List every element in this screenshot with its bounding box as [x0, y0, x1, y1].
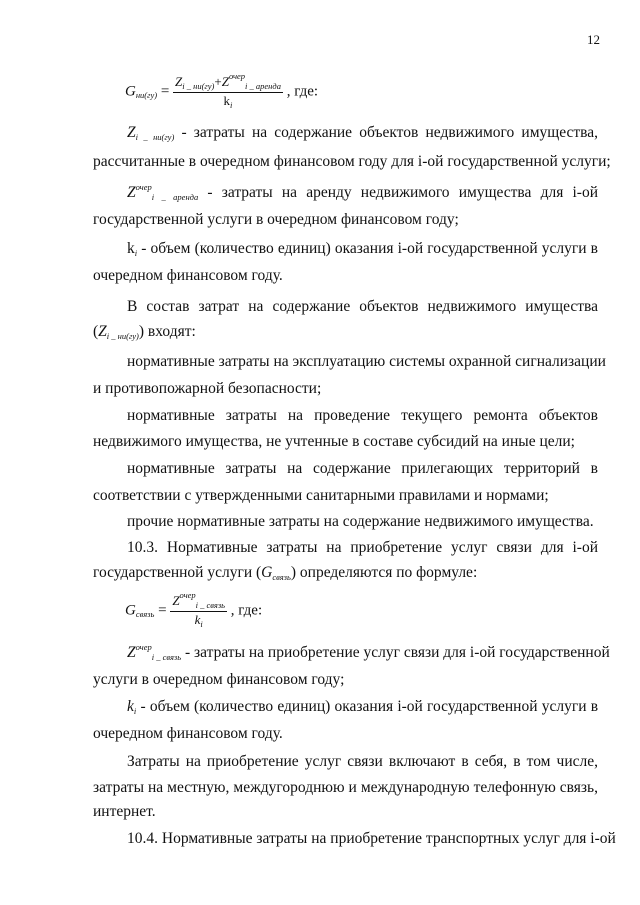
item2-line2: недвижимого имущества, не учтенные в составе субсидий на иные цели; — [93, 433, 575, 450]
formula1-den-sub: i — [230, 100, 233, 110]
item4-line1: прочие нормативные затраты на содержание недвижимого имущества. — [127, 513, 594, 530]
def1-symbol-sub: i _ ни(гу) — [135, 132, 175, 142]
formula2-lhs: G — [125, 602, 136, 619]
item3-line1: нормативные затраты на содержание прилегающих территорий в — [127, 460, 598, 477]
def4-symbol-sup: очер — [135, 642, 152, 652]
def5-line2: очередном финансовом году. — [93, 725, 283, 742]
sec103-symbol-sub: связь — [272, 572, 291, 582]
def4-symbol-sub: i _ связь — [151, 652, 182, 662]
sec103-line2-b: ) определяются по формуле: — [290, 564, 478, 581]
formula1-lhs: G — [125, 83, 136, 100]
formula1-num-b-sub: i _ аренда — [245, 81, 281, 91]
para1-symbol: Z — [98, 323, 107, 340]
formula1-num-a: Z — [175, 74, 183, 89]
sec103-line1: 10.3. Нормативные затраты на приобретение услуг связи для i-ой — [127, 539, 598, 556]
item1-line2: и противопожарной безопасности; — [93, 380, 322, 397]
def5-symbol-sub: i — [133, 706, 137, 716]
formula1-tail: , где: — [286, 83, 319, 100]
def3-symbol: k — [127, 240, 135, 257]
def3-line1 — [127, 239, 598, 260]
formula1-num-b-sup: очер — [228, 71, 246, 81]
def2-line2: государственной услуги в очередном финансовом году; — [93, 211, 459, 228]
item1-line1: нормативные затраты на эксплуатацию системы охранной сигнализации — [127, 353, 606, 370]
para2-line3: интернет. — [93, 803, 156, 820]
para2-line2: затраты на местную, междугороднюю и международную телефонную связь, — [93, 779, 598, 796]
sec103-line2 — [93, 563, 598, 584]
def3-line2: очередном финансовом году. — [93, 267, 283, 284]
formula2-num: Z — [172, 593, 180, 608]
formula2-num-sup: очер — [179, 590, 196, 600]
formula1-num-b: Z — [221, 74, 229, 89]
formula2-eq: = — [158, 602, 167, 619]
para1-line2 — [93, 322, 598, 343]
page-number: 12 — [587, 32, 600, 47]
formula2-tail: , где: — [230, 602, 263, 619]
def2-symbol-sup: очер — [135, 182, 152, 192]
def2-symbol: Z — [127, 184, 136, 201]
formula2-fraction — [170, 590, 227, 629]
para2-line1: Затраты на приобретение услуг связи включают в себя, в том числе, — [127, 753, 598, 770]
para1-symbol-sub: i _ ни(гу) — [106, 331, 139, 341]
sec104-line1: 10.4. Нормативные затраты на приобретение транспортных услуг для i-ой — [127, 830, 616, 847]
def1-line1 — [127, 123, 598, 144]
def5-symbol: k — [127, 698, 134, 715]
para1-line1: В состав затрат на содержание объектов недвижимого имущества — [127, 298, 598, 315]
formula2-lhs-sub: связь — [135, 609, 155, 620]
formula1-eq: = — [160, 83, 170, 100]
def4-symbol: Z — [127, 644, 136, 661]
item2-line1: нормативные затраты на проведение текущего ремонта объектов — [127, 407, 598, 424]
def3-symbol-sub: i — [134, 248, 138, 258]
def1-text-1: - затраты на содержание объектов недвижимого имущества, — [181, 124, 598, 141]
formula1-num-a-sub: i _ ни(гу) — [182, 81, 215, 91]
formula1-lhs-sub: ни(гу) — [135, 90, 158, 101]
def2-symbol-sub: i _ аренда — [151, 192, 199, 202]
item3-line2: соответствии с утвержденными санитарными правилами и нормами; — [93, 487, 549, 504]
def4-text-1: - затраты на приобретение услуг связи для i-ой государственной — [184, 644, 610, 661]
formula2-den: k — [194, 612, 201, 627]
def4-line2: услуги в очередном финансовом году; — [93, 671, 345, 688]
formula-g-ni — [125, 71, 319, 110]
formula1-den: k — [223, 93, 231, 108]
sec103-symbol: G — [261, 564, 273, 581]
def1-symbol: Z — [127, 124, 136, 141]
def2-line1 — [127, 183, 598, 204]
para1-open-paren: ( — [93, 323, 99, 340]
formula-g-svyaz — [125, 590, 263, 629]
def2-text-1: - затраты на аренду недвижимого имущества для i-ой — [207, 184, 599, 201]
formula2-den-sub: i — [200, 619, 203, 629]
def1-line2: рассчитанные в очередном финансовом году для i-ой государственной услуги; — [93, 153, 611, 170]
sec103-line2-a: государственной услуги ( — [93, 564, 262, 581]
def5-line1 — [127, 697, 598, 718]
formula1-plus: + — [214, 74, 222, 89]
para1-close: ) входят: — [138, 323, 196, 340]
def3-text-1: - объем (количество единиц) оказания i-ой государственной услуги в — [141, 240, 598, 257]
formula2-num-sub: i _ связь — [195, 600, 226, 610]
def4-line1 — [127, 642, 610, 664]
def5-text-1: - объем (количество единиц) оказания i-ой государственной услуги в — [140, 698, 599, 715]
formula1-fraction — [173, 71, 283, 110]
